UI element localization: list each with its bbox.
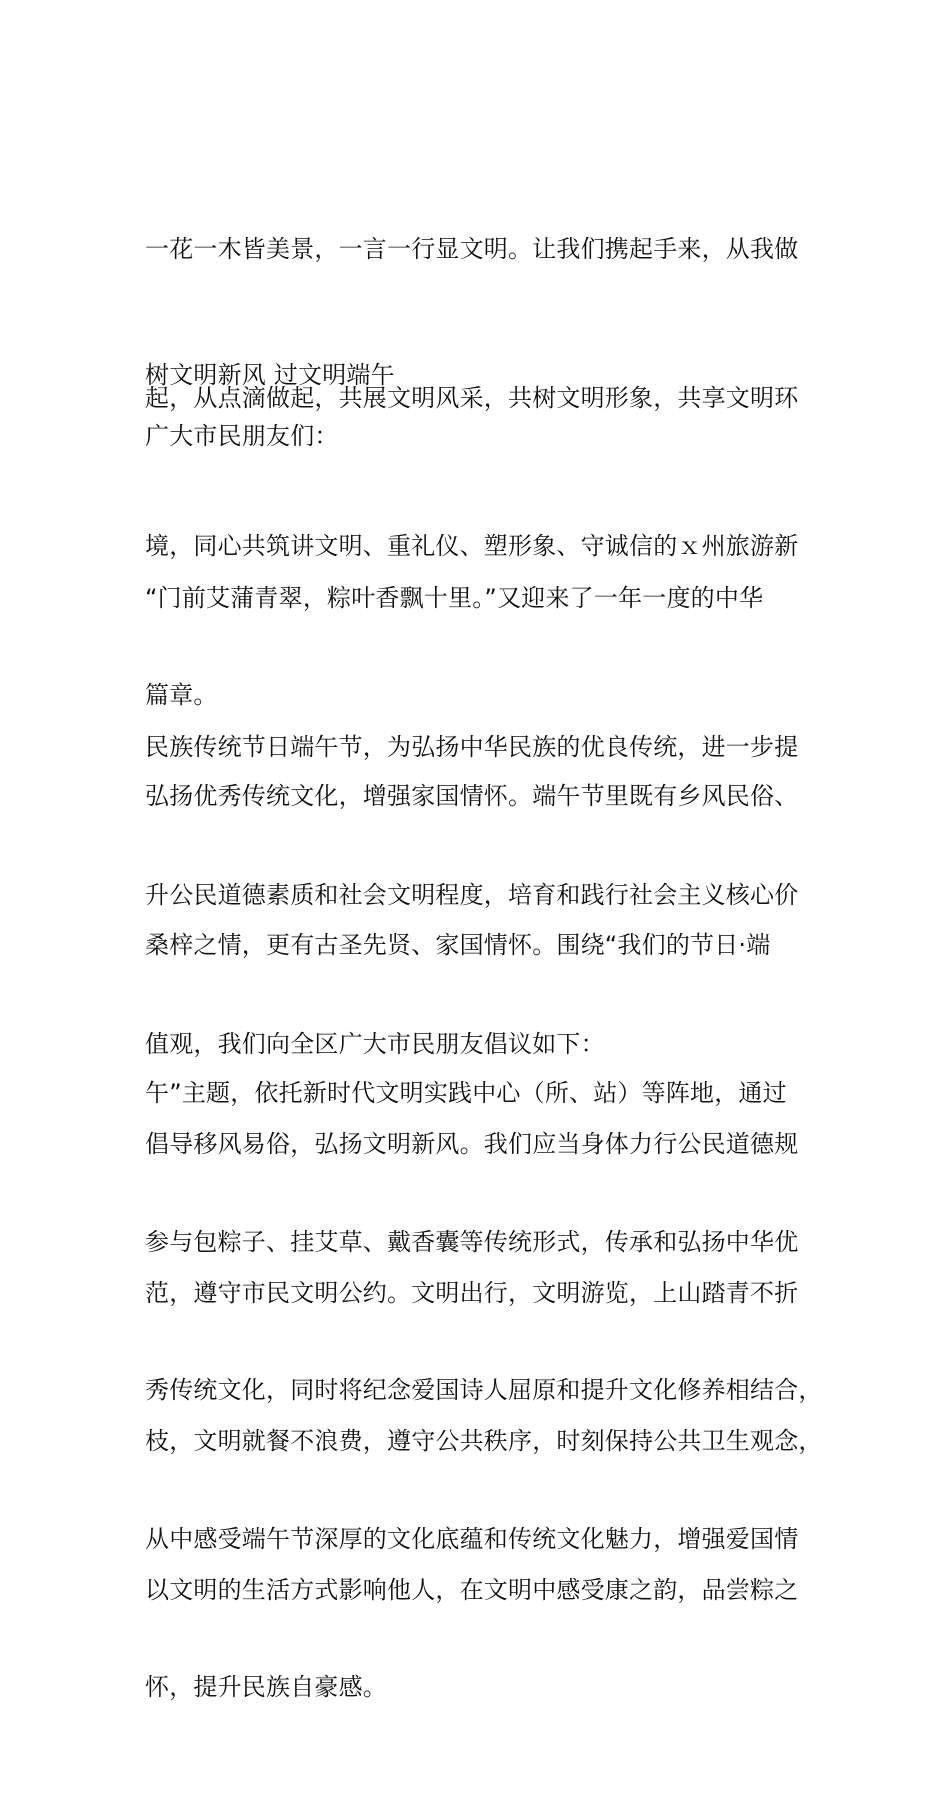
culture-line: 怀，提升民族自豪感。 bbox=[145, 1673, 387, 1701]
culture-line: 秀传统文化，同时将纪念爱国诗人屈原和提升文化修养相结合， bbox=[145, 1376, 823, 1404]
culture-line: 参与包粽子、挂艾草、戴香囊等传统形式，传承和弘扬中华优 bbox=[145, 1227, 799, 1256]
culture-line: 弘扬优秀传统文化，增强家国情怀。端午节里既有乡风民俗、 bbox=[145, 782, 799, 810]
customs-paragraph bbox=[145, 1021, 823, 1714]
opening-line: 升公民道德素质和社会文明程度，培育和践行社会主义核心价 bbox=[145, 881, 799, 909]
culture-line: 从中感受端午节深厚的文化底蕴和传统文化魅力，增强爱国情 bbox=[145, 1524, 799, 1553]
section-title: 树文明新风 过文明端午 bbox=[145, 361, 395, 389]
intro-line: 篇章。 bbox=[145, 680, 218, 709]
opening-line: 民族传统节日端午节，为弘扬中华民族的优良传统，进一步提 bbox=[145, 732, 799, 761]
intro-line: 起，从点滴做起，共展文明风采，共树文明形象，共享文明环 bbox=[145, 383, 799, 412]
culture-line: 桑梓之情，更有古圣先贤、家国情怀。围绕“我们的节日·端 bbox=[145, 930, 771, 959]
customs-line: 倡导移风易俗，弘扬文明新风。我们应当身体力行公民道德规 bbox=[145, 1130, 799, 1158]
opening-line: 值观，我们向全区广大市民朋友倡议如下： bbox=[145, 1029, 605, 1058]
intro-line: 一花一木皆美景，一言一行显文明。让我们携起手来，从我做 bbox=[145, 235, 799, 263]
customs-line: 范，遵守市民文明公约。文明出行，文明游览，上山踏青不折 bbox=[145, 1278, 799, 1307]
greeting: 广大市民朋友们： bbox=[145, 422, 339, 450]
customs-line: 以文明的生活方式影响他人，在文明中感受康之韵，品尝粽之 bbox=[145, 1575, 799, 1604]
customs-line: 枝，文明就餐不浪费，遵守公共秩序，时刻保持公共卫生观念， bbox=[145, 1427, 823, 1455]
opening-line: “门前艾蒲青翠，粽叶香飘十里。”又迎来了一年一度的中华 bbox=[145, 584, 764, 612]
intro-line: 境，同心共筑讲文明、重礼仪、塑形象、守诚信的ｘ州旅游新 bbox=[145, 532, 799, 560]
culture-line: 午”主题，依托新时代文明实践中心（所、站）等阵地，通过 bbox=[145, 1079, 787, 1107]
